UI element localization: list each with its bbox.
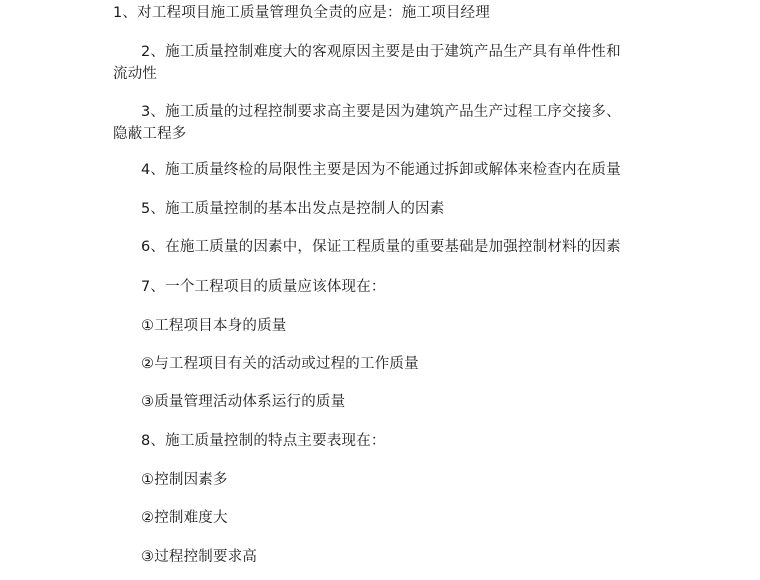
list-item-7-3: ③质量管理活动体系运行的质量 bbox=[141, 394, 346, 410]
list-item-7-1: ①工程项目本身的质量 bbox=[141, 318, 287, 334]
paragraph-2: 2、施工质量控制难度大的客观原因主要是由于建筑产品生产具有单件性和 bbox=[141, 44, 621, 60]
paragraph-8: 8、施工质量控制的特点主要表现在： bbox=[141, 433, 386, 449]
paragraph-5: 5、施工质量控制的基本出发点是控制人的因素 bbox=[141, 201, 445, 217]
list-item-8-3: ③过程控制要求高 bbox=[141, 549, 258, 565]
paragraph-3-continuation: 隐蔽工程多 bbox=[113, 126, 187, 142]
paragraph-2-continuation: 流动性 bbox=[113, 66, 158, 82]
list-item-8-2: ②控制难度大 bbox=[141, 510, 228, 526]
list-item-8-1: ①控制因素多 bbox=[141, 472, 228, 488]
paragraph-7: 7、一个工程项目的质量应该体现在： bbox=[141, 279, 386, 295]
paragraph-4: 4、施工质量终检的局限性主要是因为不能通过拆卸或解体来检查内在质量 bbox=[141, 162, 621, 178]
paragraph-6: 6、在施工质量的因素中，保证工程质量的重要基础是加强控制材料的因素 bbox=[141, 239, 621, 255]
list-item-7-2: ②与工程项目有关的活动或过程的工作质量 bbox=[141, 356, 419, 372]
paragraph-1: 1、对工程项目施工质量管理负全责的应是：施工项目经理 bbox=[113, 5, 490, 21]
paragraph-3: 3、施工质量的过程控制要求高主要是因为建筑产品生产过程工序交接多、 bbox=[141, 104, 621, 120]
